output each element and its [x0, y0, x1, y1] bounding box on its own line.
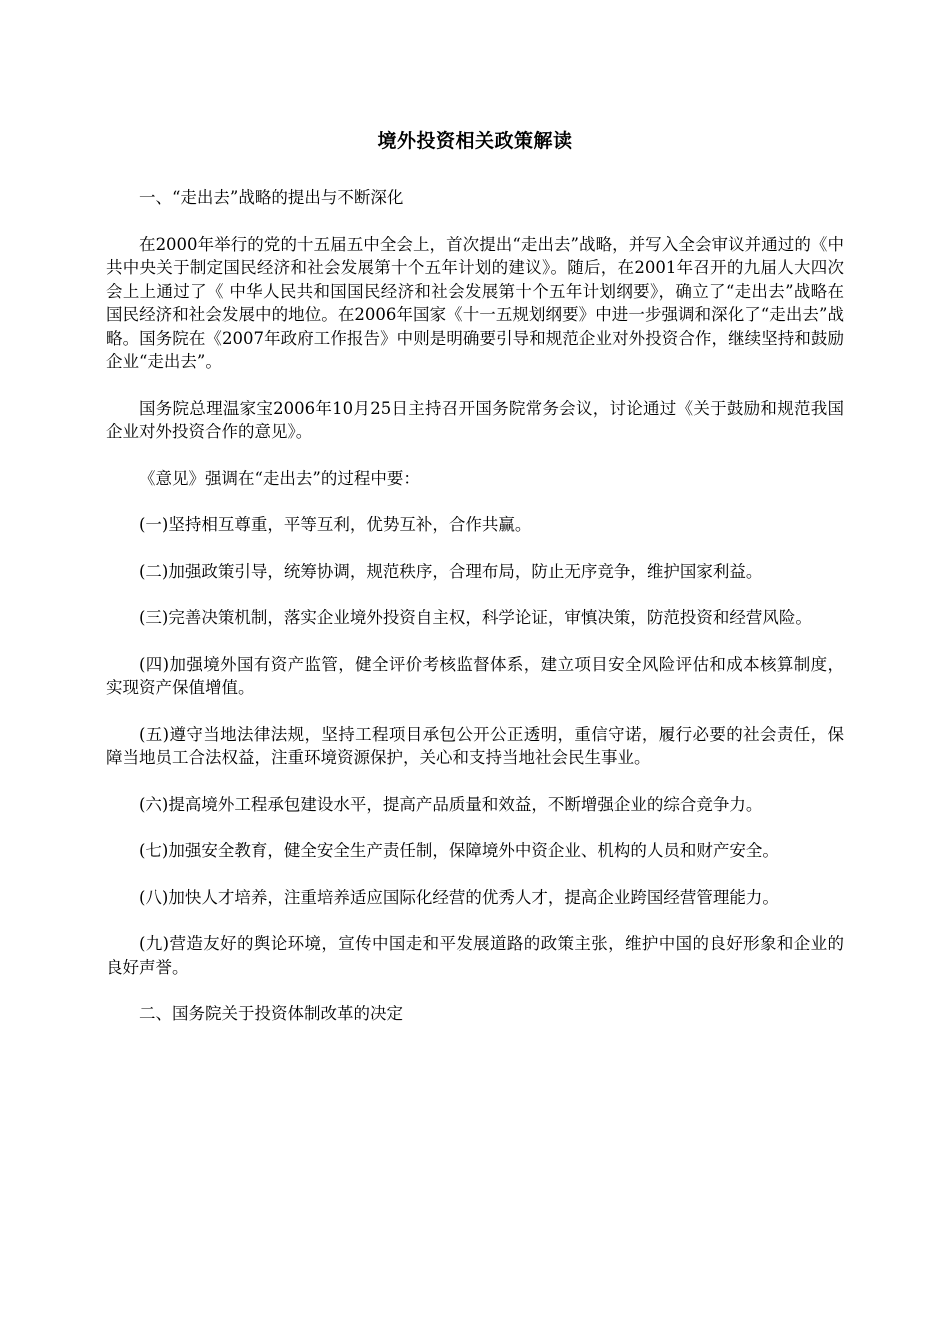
list-item-7: (七)加强安全教育，健全安全生产责任制，保障境外中资企业、机构的人员和财产安全。: [139, 841, 779, 860]
list-item-2: (二)加强政策引导，统筹协调，规范秩序，合理布局，防止无序竞争，维护国家利益。: [139, 561, 763, 581]
paragraph-state-council-meeting: 国务院总理温家宝2006年10月25日主持召开国务院常务会议，讨论通过《关于鼓励和规范我国企业对外投资合作的意见》。: [106, 398, 844, 441]
list-item-1: (一)坚持相互尊重，平等互利，优势互补，合作共赢。: [139, 515, 532, 534]
document-body: [106, 186, 844, 1049]
list-item-4: (四)加强境外国有资产监管，健全评价考核监督体系，建立项目安全风险评估和成本核算制度，实现资产保值增值。: [106, 654, 844, 697]
list-item-6: (六)提高境外工程承包建设水平，提高产品质量和效益，不断增强企业的综合竞争力。: [139, 794, 763, 814]
list-item-5: (五)遵守当地法律法规，坚持工程项目承包公开公正透明，重信守诺，履行必要的社会责任，保障当地员工合法权益，注重环境资源保护，关心和支持当地社会民生事业。: [106, 724, 844, 767]
list-item-8: (八)加快人才培养，注重培养适应国际化经营的优秀人才，提高企业跨国经营管理能力。: [139, 887, 779, 907]
section-heading-1: 一、“走出去”战略的提出与不断深化: [139, 188, 404, 207]
paragraph-opinion-intro: 《意见》强调在“走出去”的过程中要：: [139, 468, 420, 488]
list-item-9: (九)营造友好的舆论环境，宣传中国走和平发展道路的政策主张，维护中国的良好形象和企业的良好声誉。: [106, 934, 844, 977]
paragraph-strategy-history: 在2000年举行的党的十五届五中全会上，首次提出“走出去”战略，并写入全会审议并通过的《中共中央关于制定国民经济和社会发展第十个五年计划的建议》。随后，在2001年召开的九届人大四次会上上通过了《 中华人民共和国国民经济和社会发展第十个五年计划纲要》，确立了“走出去”战略在国民经济和社会发展中的地位。在2006年国家《十一五规划纲要》中进一步强调和深化了“走出去”战略。国务院在《2007年政府工作报告》中则是明确要引导和规范企业对外投资合作，继续坚持和鼓励企业“走出去”。: [106, 234, 844, 371]
document-title: 境外投资相关政策解读: [377, 130, 573, 152]
section-heading-2: 二、国务院关于投资体制改革的决定: [139, 1004, 403, 1023]
list-item-3: (三)完善决策机制，落实企业境外投资自主权，科学论证，审慎决策，防范投资和经营风险。: [139, 608, 812, 627]
